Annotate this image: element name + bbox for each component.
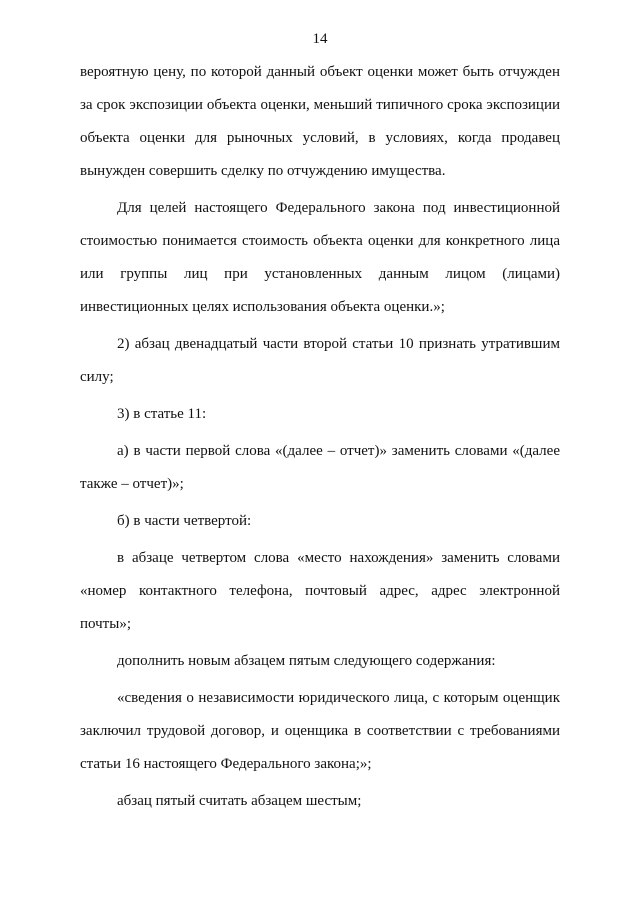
paragraph-abzac-6: абзац пятый считать абзацем шестым;	[117, 793, 362, 809]
paragraph-investment-value: Для целей настоящего Федерального закона под инвестиционной стоимостью понимается стоимость объекта оценки для конкретного лица или группы лиц при установленных данным лицом (лицами) инвестиционных целях использования объекта оценки.»;	[80, 200, 560, 315]
paragraph-item-3: 3) в статье 11:	[117, 406, 207, 422]
paragraph-item-2: 2) абзац двенадцатый части второй статьи 10 признать утратившим силу;	[80, 336, 560, 385]
paragraph-independence: «сведения о независимости юридического лица, с которым оценщик заключил трудовой договор, и оценщика в соответствии с требованиями статьи 16 настоящего Федерального закона;»;	[80, 690, 560, 772]
paragraph-add-abzac-5: дополнить новым абзацем пятым следующего содержания:	[117, 653, 496, 669]
document-body	[80, 56, 560, 818]
page-number: 14	[312, 31, 328, 47]
paragraph-item-3b: б) в части четвертой:	[117, 513, 252, 529]
paragraph-abzac-4: в абзаце четвертом слова «место нахождения» заменить словами «номер контактного телефона, почтовый адрес, адрес электронной почты»;	[80, 550, 560, 632]
paragraph-item-3a: а) в части первой слова «(далее – отчет)» заменить словами «(далее также – отчет)»;	[80, 443, 560, 492]
paragraph-continuation: вероятную цену, по которой данный объект оценки может быть отчужден за срок экспозиции объекта оценки, меньший типичного срока экспозиции объекта оценки для рыночных условий, в условиях, когда продавец вынужден совершить сделку по отчуждению имущества.	[80, 64, 560, 179]
